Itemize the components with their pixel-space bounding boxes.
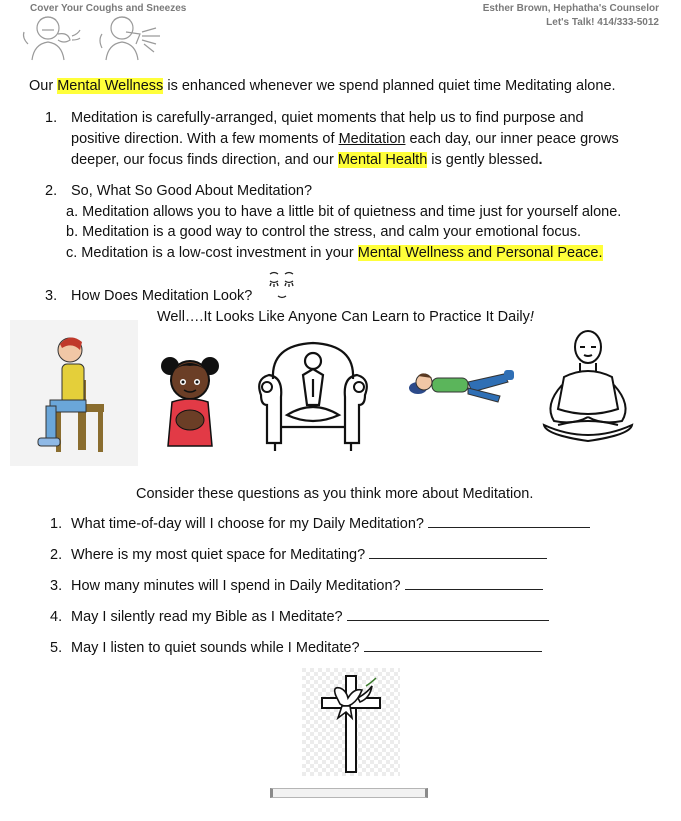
question-item: Where is my most quiet space for Meditating? bbox=[71, 545, 547, 566]
intro-sentence: Our Mental Wellness is enhanced whenever we spend planned quiet time Meditating alone. bbox=[29, 78, 616, 94]
answer-blank[interactable] bbox=[369, 546, 547, 559]
item1-line1: Meditation is carefully-arranged, quiet moments that help us to find purpose and bbox=[71, 110, 584, 126]
header-phone: Let's Talk! 414/333-5012 bbox=[546, 17, 659, 28]
header-title: Cover Your Coughs and Sneezes bbox=[30, 3, 187, 14]
sneeze-figure-icon bbox=[96, 14, 176, 64]
cough-figure-icon bbox=[18, 14, 82, 64]
lotus-meditation-figure-icon bbox=[538, 325, 638, 445]
question-number: 4. bbox=[50, 609, 63, 625]
item3-subline: Well….It Looks Like Anyone Can Learn to Practice It Daily! bbox=[157, 309, 534, 325]
answer-blank[interactable] bbox=[364, 639, 542, 652]
item1-number: 1. bbox=[45, 110, 58, 126]
armchair-meditation-figure-icon bbox=[253, 335, 373, 455]
dove-cross-icon bbox=[302, 668, 400, 776]
answer-blank[interactable] bbox=[405, 577, 543, 590]
question-item: What time-of-day will I choose for my Daily Meditation? bbox=[71, 514, 590, 535]
item1-line3: deeper, our focus finds direction, and our Mental Health is gently blessed. bbox=[71, 152, 543, 168]
item3-number: 3. bbox=[45, 288, 58, 304]
item2-heading: So, What So Good About Meditation? bbox=[71, 183, 313, 199]
question-item: May I listen to quiet sounds while I Meditate? bbox=[71, 638, 542, 659]
item2-a: a. Meditation allows you to have a little bit of quietness and time just for yourself alone. bbox=[66, 204, 622, 220]
child-sitting-figure-icon bbox=[160, 350, 220, 450]
consider-heading: Consider these questions as you think more about Meditation. bbox=[136, 486, 534, 502]
answer-blank[interactable] bbox=[347, 608, 549, 621]
item1-line2: positive direction. With a few moments of Meditation each day, our inner peace grows bbox=[71, 131, 619, 147]
item3-heading: How Does Meditation Look? bbox=[71, 288, 253, 304]
question-number: 5. bbox=[50, 640, 63, 656]
intro-highlight: Mental Wellness bbox=[57, 78, 164, 94]
lying-down-figure-icon bbox=[408, 368, 526, 408]
item2-c: c. Meditation is a low-cost investment in your Mental Wellness and Personal Peace. bbox=[66, 245, 603, 261]
calm-face-icon bbox=[265, 270, 301, 306]
chair-sitting-figure-icon bbox=[10, 320, 138, 466]
item2-b: b. Meditation is a good way to control the stress, and calm your emotional focus. bbox=[66, 224, 582, 240]
bottom-scrollbar[interactable] bbox=[270, 788, 428, 798]
question-number: 2. bbox=[50, 547, 63, 563]
question-number: 3. bbox=[50, 578, 63, 594]
item2-number: 2. bbox=[45, 183, 58, 199]
question-item: May I silently read my Bible as I Meditate? bbox=[71, 607, 549, 628]
question-item: How many minutes will I spend in Daily Meditation? bbox=[71, 576, 543, 597]
answer-blank[interactable] bbox=[428, 515, 590, 528]
question-number: 1. bbox=[50, 516, 63, 532]
header-counselor: Esther Brown, Hephatha's Counselor bbox=[482, 3, 659, 14]
